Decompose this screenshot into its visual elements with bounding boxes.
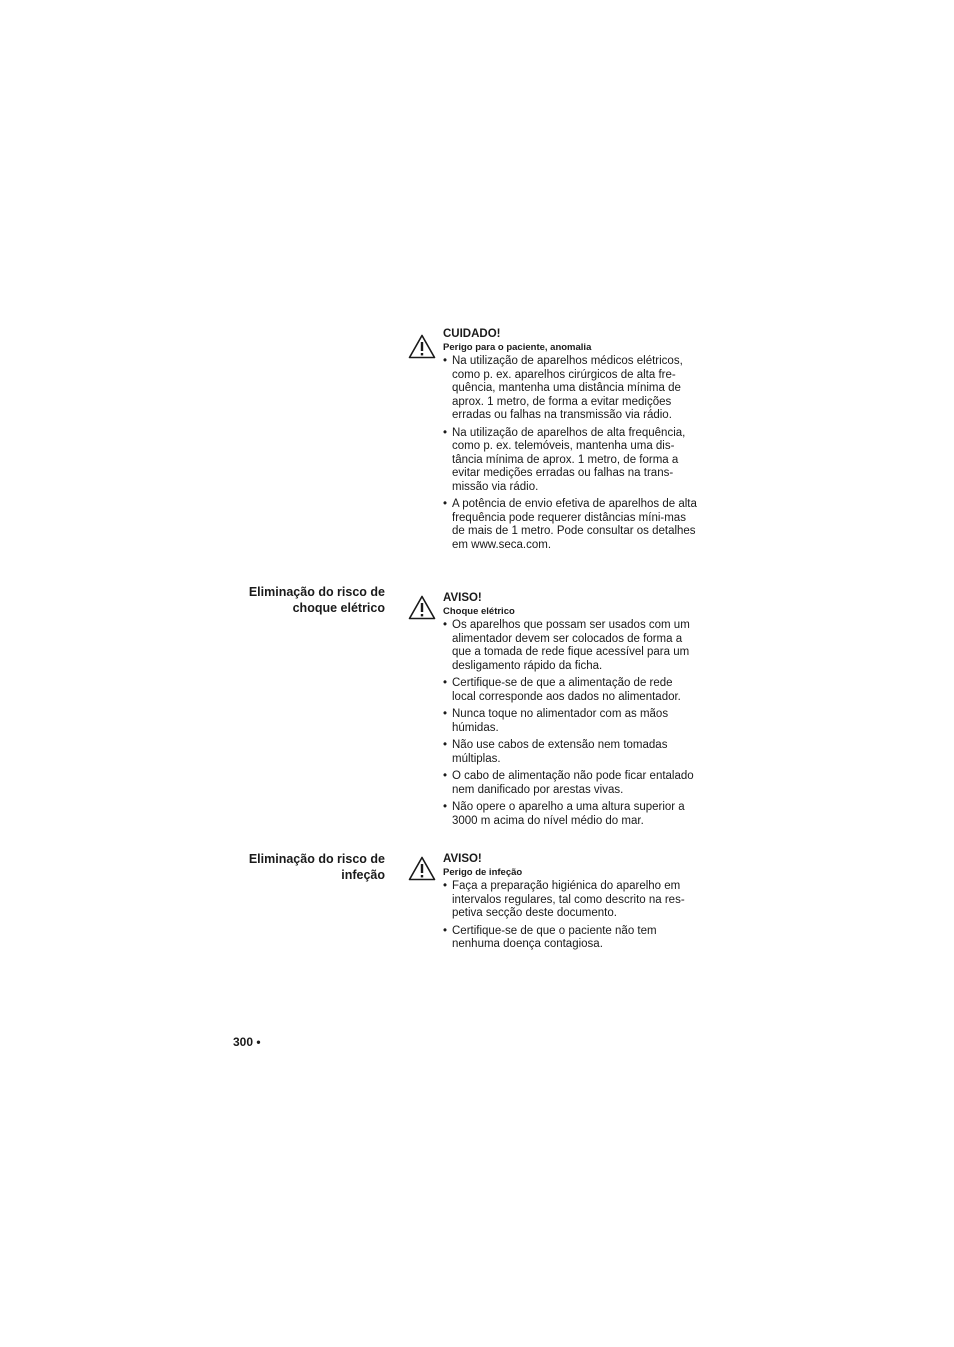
- list-item: • Na utilização de aparelhos de alta frequência, como p. ex. telemóveis, mantenha uma dis-tância mínima de aprox. 1 metro, de forma a evitar medições erradas ou falhas na trans-missão via rádio.: [443, 427, 698, 495]
- warning-triangle-icon: [408, 595, 436, 620]
- list-item: • Faça a preparação higiénica do aparelho em intervalos regulares, tal como descrito na res-petiva secção deste documento.: [443, 880, 698, 921]
- caution-title: CUIDADO!: [443, 328, 501, 340]
- infection-heading-line1: Eliminação do risco de: [248, 852, 385, 866]
- warning-triangle-icon: [408, 856, 436, 881]
- shock-heading-line1: Eliminação do risco de: [248, 585, 385, 599]
- list-item: • Não opere o aparelho a uma altura superior a 3000 m acima do nível médio do mar.: [443, 801, 698, 828]
- list-item: • Nunca toque no alimentador com as mãos húmidas.: [443, 708, 698, 735]
- shock-title: AVISO!: [443, 592, 482, 604]
- caution-list: [443, 355, 698, 552]
- list-item: • Não use cabos de extensão nem tomadas múltiplas.: [443, 739, 698, 766]
- shock-subtitle: Choque elétrico: [443, 606, 515, 617]
- infection-heading: [185, 851, 385, 883]
- infection-subtitle: Perigo de infeção: [443, 867, 523, 878]
- infection-title: AVISO!: [443, 853, 482, 865]
- list-item: • Os aparelhos que possam ser usados com um alimentador devem ser colocados de forma a que a tomada de rede fique acessível para um desligamento rápido da ficha.: [443, 619, 698, 673]
- list-item: • A potência de envio efetiva de aparelhos de alta frequência pode requerer distâncias míni-mas de mais de 1 metro. Pode consultar os detalhes em www.seca.com.: [443, 498, 698, 552]
- shock-heading-line2: choque elétrico: [292, 601, 385, 615]
- shock-block: [443, 591, 698, 832]
- infection-block: [443, 852, 698, 956]
- caution-subtitle: Perigo para o paciente, anomalia: [443, 342, 592, 353]
- list-item: • O cabo de alimentação não pode ficar entalado nem danificado por arestas vivas.: [443, 770, 698, 797]
- infection-list: [443, 880, 698, 952]
- shock-heading: [185, 584, 385, 616]
- page-number: 300 •: [233, 1035, 261, 1049]
- shock-list: [443, 619, 698, 828]
- warning-triangle-icon: [408, 334, 436, 359]
- list-item: • Na utilização de aparelhos médicos elétricos, como p. ex. aparelhos cirúrgicos de alta fre-quência, mantenha uma distância mínima de aprox. 1 metro, de forma a evitar medições erradas ou falhas na transmissão via rádio.: [443, 355, 698, 423]
- caution-block: [443, 327, 698, 556]
- infection-heading-line2: infeção: [341, 868, 385, 882]
- list-item: • Certifique-se de que o paciente não tem nenhuma doença contagiosa.: [443, 925, 698, 952]
- list-item: • Certifique-se de que a alimentação de rede local corresponde aos dados no alimentador.: [443, 677, 698, 704]
